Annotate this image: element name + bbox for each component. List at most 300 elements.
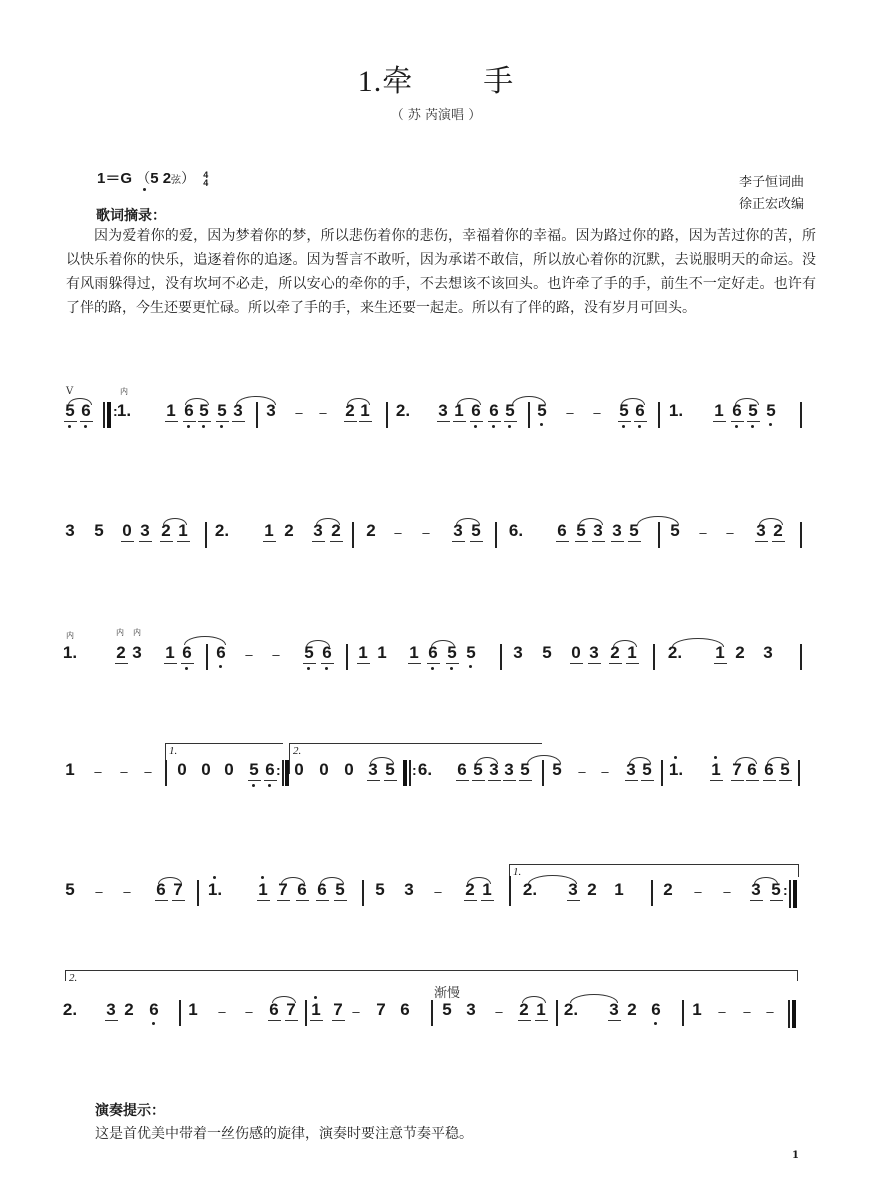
low-octave-dot <box>268 784 271 787</box>
underline-eighth <box>747 421 760 422</box>
arranger: 徐正宏改编 <box>738 197 804 212</box>
note: 0 <box>224 760 234 779</box>
underline-eighth <box>763 780 776 781</box>
note: 6 <box>651 1000 661 1019</box>
note: 7 <box>173 880 183 899</box>
underline-eighth <box>470 421 483 422</box>
note: 5 <box>576 521 586 540</box>
underline-eighth <box>503 780 516 781</box>
note-extension: – <box>245 647 253 662</box>
underline-eighth <box>470 541 483 542</box>
note: 3 <box>763 643 773 662</box>
low-octave-dot <box>325 667 328 670</box>
note: 6 <box>557 521 567 540</box>
underline-eighth <box>713 421 726 422</box>
underline-eighth <box>216 421 229 422</box>
note: 1 <box>258 880 268 899</box>
note: 0 <box>122 521 132 540</box>
high-octave-dot <box>674 756 677 759</box>
underline-eighth <box>408 663 421 664</box>
note-extension: – <box>699 525 707 540</box>
underline-eighth <box>80 421 93 422</box>
low-octave-dot <box>540 423 543 426</box>
key-signature: 1＝G （5 2弦） 4 4 <box>97 170 209 189</box>
note: 5 <box>466 643 476 662</box>
underline-eighth <box>321 663 334 664</box>
note-extension: – <box>726 525 734 540</box>
underline-eighth <box>453 421 466 422</box>
note: 2 <box>161 521 171 540</box>
underline-eighth <box>277 900 290 901</box>
note: 1 <box>482 880 492 899</box>
note: 3 <box>593 521 603 540</box>
underline-eighth <box>357 663 370 664</box>
underline-eighth <box>330 541 343 542</box>
note: 6 <box>156 880 166 899</box>
note: 0 <box>177 760 187 779</box>
page-number: 1 <box>792 1150 799 1161</box>
note: 1 <box>409 643 419 662</box>
note-extension: – <box>319 405 327 420</box>
note: 6 <box>471 401 481 420</box>
low-octave-dot <box>508 425 511 428</box>
note: 3 <box>368 760 378 779</box>
underline-eighth <box>452 541 465 542</box>
note: 1. <box>62 643 78 662</box>
note: 6 <box>81 401 91 420</box>
note: 1 <box>311 1000 321 1019</box>
note: 0 <box>344 760 354 779</box>
low-octave-dot <box>219 665 222 668</box>
low-octave-dot <box>474 425 477 428</box>
note: 5 <box>520 760 530 779</box>
volta-second-ending: 2. <box>65 970 798 981</box>
note: 7 <box>333 1000 343 1019</box>
note-extension: – <box>723 884 731 899</box>
underline-eighth <box>779 780 792 781</box>
underline-eighth <box>575 541 588 542</box>
underline-eighth <box>710 780 723 781</box>
note: 1 <box>714 401 724 420</box>
note: 1 <box>692 1000 702 1019</box>
song-title <box>0 56 872 100</box>
low-octave-dot <box>68 425 71 428</box>
final-barline <box>792 1000 796 1028</box>
note: 3 <box>609 1000 619 1019</box>
underline-eighth <box>165 421 178 422</box>
underline-eighth <box>160 541 173 542</box>
note: 5 <box>780 760 790 779</box>
note: 2. <box>522 880 538 899</box>
high-octave-dot <box>314 996 317 999</box>
note-extension: – <box>394 525 402 540</box>
note-extension: – <box>120 764 128 779</box>
low-octave-dot <box>431 667 434 670</box>
underline-eighth <box>567 900 580 901</box>
note: 3 <box>568 880 578 899</box>
underline-eighth <box>367 780 380 781</box>
song-title-left: 牵 <box>382 65 414 98</box>
lyrics-text: 因为爱着你的爱，因为梦着你的梦，所以悲伤着你的悲伤，幸福着你的幸福。因为路过你的路，因为苦过你的苦，所以快乐着你的快乐，追逐着你的追逐。因为誓言不敢听，因为承诺不敢信，所以放心着你的沉默，去说服明天的命运。没有风雨躲得过，没有坎坷不必走，所以安心的牵你的手，不去想该不该回头。也许牵了手的手，前生不一定好走。也许有了伴的路，今生还要更忙碌。所以牵了手的手，来生还要一起走。所以有了伴的路，没有岁月可回头。 <box>66 228 816 316</box>
note: 2 <box>610 643 620 662</box>
note: 5 <box>505 401 515 420</box>
note: 3 <box>453 521 463 540</box>
note: 6. <box>417 760 433 779</box>
note: 1 <box>166 401 176 420</box>
note: 5 <box>65 880 75 899</box>
note: 5 <box>304 643 314 662</box>
note: 6 <box>269 1000 279 1019</box>
note: 0 <box>201 760 211 779</box>
underline-eighth <box>334 900 347 901</box>
note: 5 <box>65 401 75 420</box>
underline-eighth <box>312 541 325 542</box>
note: 3 <box>504 760 514 779</box>
performer: （ 苏 芮演唱 ） <box>390 108 482 123</box>
note: 7 <box>278 880 288 899</box>
volta-second-ending: 2. <box>289 743 542 774</box>
note: 6 <box>182 643 192 662</box>
note: 1 <box>165 643 175 662</box>
note: 5 <box>217 401 227 420</box>
note: 3 <box>106 1000 116 1019</box>
note: 2 <box>331 521 341 540</box>
lyricist-composer: 李子恒词曲 <box>738 175 804 190</box>
note: 1 <box>536 1000 546 1019</box>
note: 1 <box>614 880 624 899</box>
note: 1. <box>116 401 132 420</box>
breath-mark: V <box>66 386 74 397</box>
underline-eighth <box>268 1020 281 1021</box>
low-octave-dot <box>220 425 223 428</box>
low-octave-dot <box>185 667 188 670</box>
underline-eighth <box>316 900 329 901</box>
note: 6 <box>489 401 499 420</box>
note: 5 <box>471 521 481 540</box>
note: 6 <box>184 401 194 420</box>
underline-eighth <box>344 421 357 422</box>
underline-eighth <box>535 1020 548 1021</box>
underline-eighth <box>359 421 372 422</box>
underline-eighth <box>64 421 77 422</box>
underline-eighth <box>437 421 450 422</box>
note: 2 <box>587 880 597 899</box>
underline-eighth <box>172 900 185 901</box>
note: 5 <box>447 643 457 662</box>
note: 3 <box>132 643 142 662</box>
note-extension: – <box>95 884 103 899</box>
underline-eighth <box>609 663 622 664</box>
underline-eighth <box>257 900 270 901</box>
underline-eighth <box>519 780 532 781</box>
note: 1. <box>668 760 684 779</box>
note: 0 <box>294 760 304 779</box>
underline-eighth <box>310 1020 323 1021</box>
underline-eighth <box>464 900 477 901</box>
note: 0 <box>571 643 581 662</box>
note-extension: – <box>718 1004 726 1019</box>
note: 2. <box>667 643 683 662</box>
underline-eighth <box>746 780 759 781</box>
key-prefix: 1＝G <box>97 170 133 187</box>
underline-eighth <box>750 900 763 901</box>
note: 2 <box>124 1000 134 1019</box>
note-extension: – <box>766 1004 774 1019</box>
note: 1. <box>668 401 684 420</box>
note: 2 <box>366 521 376 540</box>
note-extension: – <box>694 884 702 899</box>
underline-eighth <box>248 780 261 781</box>
underline-eighth <box>618 421 631 422</box>
low-octave-dot <box>187 425 190 428</box>
repeat-end <box>285 760 289 786</box>
note: 6 <box>297 880 307 899</box>
underline-eighth <box>232 421 245 422</box>
underline-eighth <box>177 541 190 542</box>
note: 5 <box>385 760 395 779</box>
underline-eighth <box>608 1020 621 1021</box>
note: 3 <box>438 401 448 420</box>
note: 5 <box>94 521 104 540</box>
note: 5 <box>473 760 483 779</box>
underline-eighth <box>628 541 641 542</box>
underline-eighth <box>115 663 128 664</box>
underline-eighth <box>481 900 494 901</box>
high-octave-dot <box>714 756 717 759</box>
underline-eighth <box>518 1020 531 1021</box>
note: 6. <box>508 521 524 540</box>
underline-eighth <box>731 780 744 781</box>
note: 6 <box>265 760 275 779</box>
note: 2 <box>345 401 355 420</box>
note: 2 <box>735 643 745 662</box>
underline-eighth <box>772 541 785 542</box>
note: 3 <box>140 521 150 540</box>
low-octave-dot <box>84 425 87 428</box>
note: 5 <box>199 401 209 420</box>
repeat-start <box>107 402 111 428</box>
note: 2. <box>563 1000 579 1019</box>
underline-eighth <box>296 900 309 901</box>
underline-eighth <box>263 541 276 542</box>
note: 1 <box>358 643 368 662</box>
note: 3 <box>65 521 75 540</box>
slur <box>68 398 92 405</box>
note: 2 <box>465 880 475 899</box>
note: 3 <box>756 521 766 540</box>
lyrics-heading: 歌词摘录： <box>96 208 166 224</box>
note: 1. <box>207 880 223 899</box>
note-extension: – <box>578 764 586 779</box>
underline-eighth <box>714 663 727 664</box>
underline-eighth <box>488 421 501 422</box>
note: 3 <box>404 880 414 899</box>
note: 3 <box>313 521 323 540</box>
note: 5 <box>766 401 776 420</box>
underline-eighth <box>588 663 601 664</box>
note: 3 <box>612 521 622 540</box>
note: 5 <box>629 521 639 540</box>
underline-eighth <box>456 780 469 781</box>
barline <box>103 402 105 428</box>
note: 6 <box>457 760 467 779</box>
note-extension: – <box>218 1004 226 1019</box>
note: 2 <box>663 880 673 899</box>
note-extension: – <box>743 1004 751 1019</box>
underline-eighth <box>332 1020 345 1021</box>
note: 2. <box>62 1000 78 1019</box>
note: 2 <box>284 521 294 540</box>
underline-eighth <box>139 541 152 542</box>
underline-eighth <box>121 541 134 542</box>
note: 6 <box>428 643 438 662</box>
low-octave-dot <box>751 425 754 428</box>
underline-eighth <box>488 780 501 781</box>
time-signature: 4 4 <box>203 170 209 189</box>
note: 6 <box>732 401 742 420</box>
underline-eighth <box>504 421 517 422</box>
underline-eighth <box>611 541 624 542</box>
underline-eighth <box>731 421 744 422</box>
note-extension: – <box>94 764 102 779</box>
note: 2. <box>395 401 411 420</box>
note: 6 <box>635 401 645 420</box>
underline-eighth <box>303 663 316 664</box>
low-octave-dot <box>307 667 310 670</box>
note: 1 <box>360 401 370 420</box>
low-octave-dot <box>450 667 453 670</box>
note: 3 <box>233 401 243 420</box>
performance-tips-heading: 演奏提示： <box>95 1103 165 1119</box>
note: 1 <box>264 521 274 540</box>
note: 1 <box>178 521 188 540</box>
low-octave-dot <box>638 425 641 428</box>
low-octave-dot <box>252 784 255 787</box>
note: 5 <box>642 760 652 779</box>
underline-eighth <box>198 421 211 422</box>
low-octave-dot <box>654 1022 657 1025</box>
underline-eighth <box>634 421 647 422</box>
note-extension: – <box>245 1004 253 1019</box>
underline-eighth <box>264 780 277 781</box>
note: 5 <box>619 401 629 420</box>
song-number: 1. <box>357 65 383 98</box>
low-octave-dot <box>469 665 472 668</box>
note-extension: – <box>434 884 442 899</box>
note: 2 <box>519 1000 529 1019</box>
note: 3 <box>626 760 636 779</box>
high-octave-dot <box>261 876 264 879</box>
note: 5 <box>670 521 680 540</box>
underline-eighth <box>446 663 459 664</box>
low-octave-dot <box>622 425 625 428</box>
underline-eighth <box>427 663 440 664</box>
underline-eighth <box>285 1020 298 1021</box>
note: 5 <box>335 880 345 899</box>
underline-eighth <box>556 541 569 542</box>
note: 3 <box>266 401 276 420</box>
note-extension: – <box>352 1004 360 1019</box>
note: 3 <box>489 760 499 779</box>
low-octave-dot <box>492 425 495 428</box>
note: 5 <box>442 1000 452 1019</box>
note: 6 <box>764 760 774 779</box>
note: 7 <box>286 1000 296 1019</box>
high-octave-dot <box>213 876 216 879</box>
underline-eighth <box>105 1020 118 1021</box>
note: 3 <box>589 643 599 662</box>
note: 2 <box>773 521 783 540</box>
note: 1 <box>377 643 387 662</box>
note: 3 <box>751 880 761 899</box>
note: 1 <box>715 643 725 662</box>
note: 5 <box>537 401 547 420</box>
note: 1 <box>454 401 464 420</box>
underline-eighth <box>183 421 196 422</box>
note: 6 <box>322 643 332 662</box>
note-extension: – <box>422 525 430 540</box>
note: 6 <box>317 880 327 899</box>
note: 6 <box>216 643 226 662</box>
note: 5 <box>249 760 259 779</box>
low-octave-dot <box>152 1022 155 1025</box>
note: 1 <box>188 1000 198 1019</box>
tuning-high: 2 <box>162 170 172 187</box>
note-extension: – <box>272 647 280 662</box>
underline-eighth <box>770 900 783 901</box>
low-octave-dot <box>769 423 772 426</box>
note: 2 <box>627 1000 637 1019</box>
inner-string-mark: 内 <box>120 387 128 396</box>
underline-eighth <box>181 663 194 664</box>
note: 5 <box>552 760 562 779</box>
underline-eighth <box>592 541 605 542</box>
note: 7 <box>732 760 742 779</box>
credits <box>739 172 804 216</box>
song-title-right: 手 <box>483 65 515 98</box>
low-octave-dot <box>143 188 146 191</box>
note: 2. <box>214 521 230 540</box>
underline-eighth <box>755 541 768 542</box>
tuning-low: 5 <box>150 170 159 187</box>
performance-tips-text: 这是首优美中带着一丝伤感的旋律，演奏时要注意节奏平稳。 <box>95 1126 473 1142</box>
volta-first-ending: 1. <box>165 743 283 774</box>
underline-eighth <box>472 780 485 781</box>
underline-eighth <box>626 663 639 664</box>
underline-eighth <box>625 780 638 781</box>
note-extension: – <box>144 764 152 779</box>
underline-eighth <box>155 900 168 901</box>
note: 6 <box>149 1000 159 1019</box>
note: 1 <box>711 760 721 779</box>
note-extension: – <box>601 764 609 779</box>
note: 5 <box>771 880 781 899</box>
repeat-end <box>793 880 797 908</box>
note: 5 <box>542 643 552 662</box>
note: 1 <box>65 760 75 779</box>
underline-eighth <box>164 663 177 664</box>
underline-eighth <box>384 780 397 781</box>
note: 5 <box>748 401 758 420</box>
note: 3 <box>513 643 523 662</box>
low-octave-dot <box>202 425 205 428</box>
low-octave-dot <box>735 425 738 428</box>
note-extension: – <box>566 405 574 420</box>
note-extension: – <box>295 405 303 420</box>
underline-eighth <box>570 663 583 664</box>
note-extension: – <box>123 884 131 899</box>
note: 6 <box>747 760 757 779</box>
